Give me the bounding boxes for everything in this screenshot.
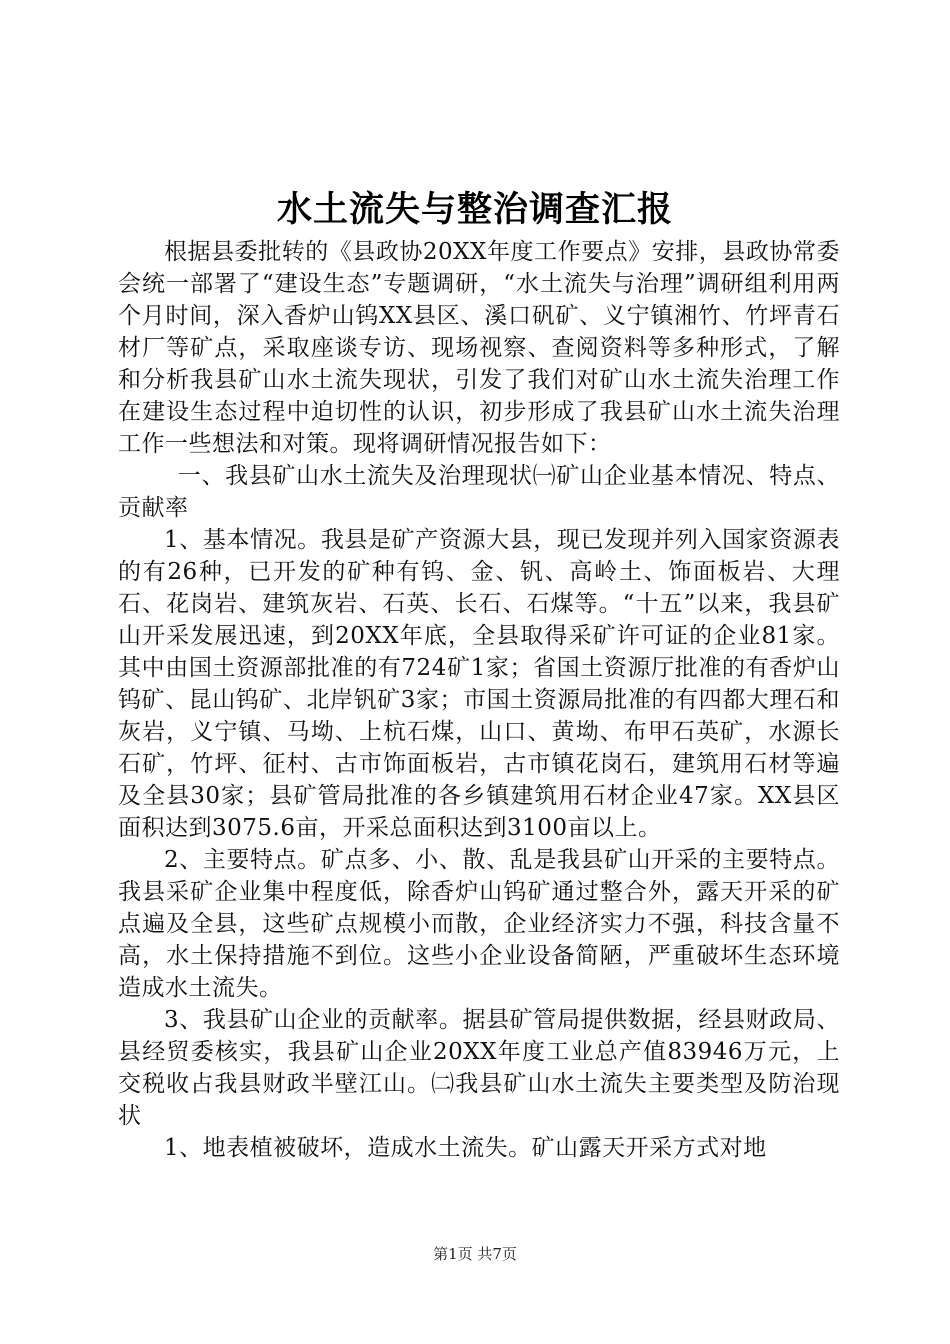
paragraph-main-features: 2、主要特点。矿点多、小、散、乱是我县矿山开采的主要特点。我县采矿企业集中程度低，除香炉山钨矿通过整合外，露天开采的矿点遍及全县，这些矿点规模小而散，企业经济实力不强，科技含量不高，水土保持措施不到位。这些小企业设备简陋，严重破坏生态环境造成水土流失。	[118, 847, 840, 1001]
document-title: 水土流失与整治调查汇报	[276, 189, 673, 230]
paragraph-basic-situation: 1、基本情况。我县是矿产资源大县，现已发现并列入国家资源表的有26种，已开发的矿种有钨、金、钒、高岭土、饰面板岩、大理石、花岗岩、建筑灰岩、石英、长石、石煤等。“十五”以来，我县矿山开采发展迅速，到20XX年底，全县取得采矿许可证的企业81家。其中由国土资源部批准的有724矿1家；省国土资源厅批准的有香炉山钨矿、昆山钨矿、北岸钒矿3家；市国土资源局批准的有四都大理石和灰岩，义宁镇、马坳、上杭石煤，山口、黄坳、布甲石英矿，水源长石矿，竹坪、征村、古市饰面板岩，古市镇花岗石，建筑用石材等遍及全县30家；县矿管局批准的各乡镇建筑用石材企业47家。XX县区面积达到3075.6亩，开采总面积达到3100亩以上。	[118, 527, 840, 841]
paragraph-section-heading: 一、我县矿山水土流失及治理现状㈠矿山企业基本情况、特点、贡献率	[118, 463, 840, 521]
paragraph-vegetation-damage: 1、地表植被破坏，造成水土流失。矿山露天开采方式对地	[164, 1135, 767, 1161]
paragraph-contribution-rate: 3、我县矿山企业的贡献率。据县矿管局提供数据，经县财政局、县经贸委核实，我县矿山企业20XX年度工业总产值83946万元，上交税收占我县财政半壁江山。㈡我县矿山水土流失主要类型及防治现状	[118, 1007, 840, 1129]
page-footer: 第1页 共7页	[433, 1245, 517, 1263]
paragraph-intro: 根据县委批转的《县政协20XX年度工作要点》安排，县政协常委会统一部署了“建设生态”专题调研，“水土流失与治理”调研组利用两个月时间，深入香炉山钨XX县区、溪口矾矿、义宁镇湘竹、竹坪青石材厂等矿点，采取座谈专访、现场视察、查阅资料等多种形式，了解和分析我县矿山水土流失现状，引发了我们对矿山水土流失治理工作在建设生态过程中迫切性的认识，初步形成了我县矿山水土流失治理工作一些想法和对策。现将调研情况报告如下：	[118, 239, 840, 457]
document-body	[118, 236, 840, 1164]
